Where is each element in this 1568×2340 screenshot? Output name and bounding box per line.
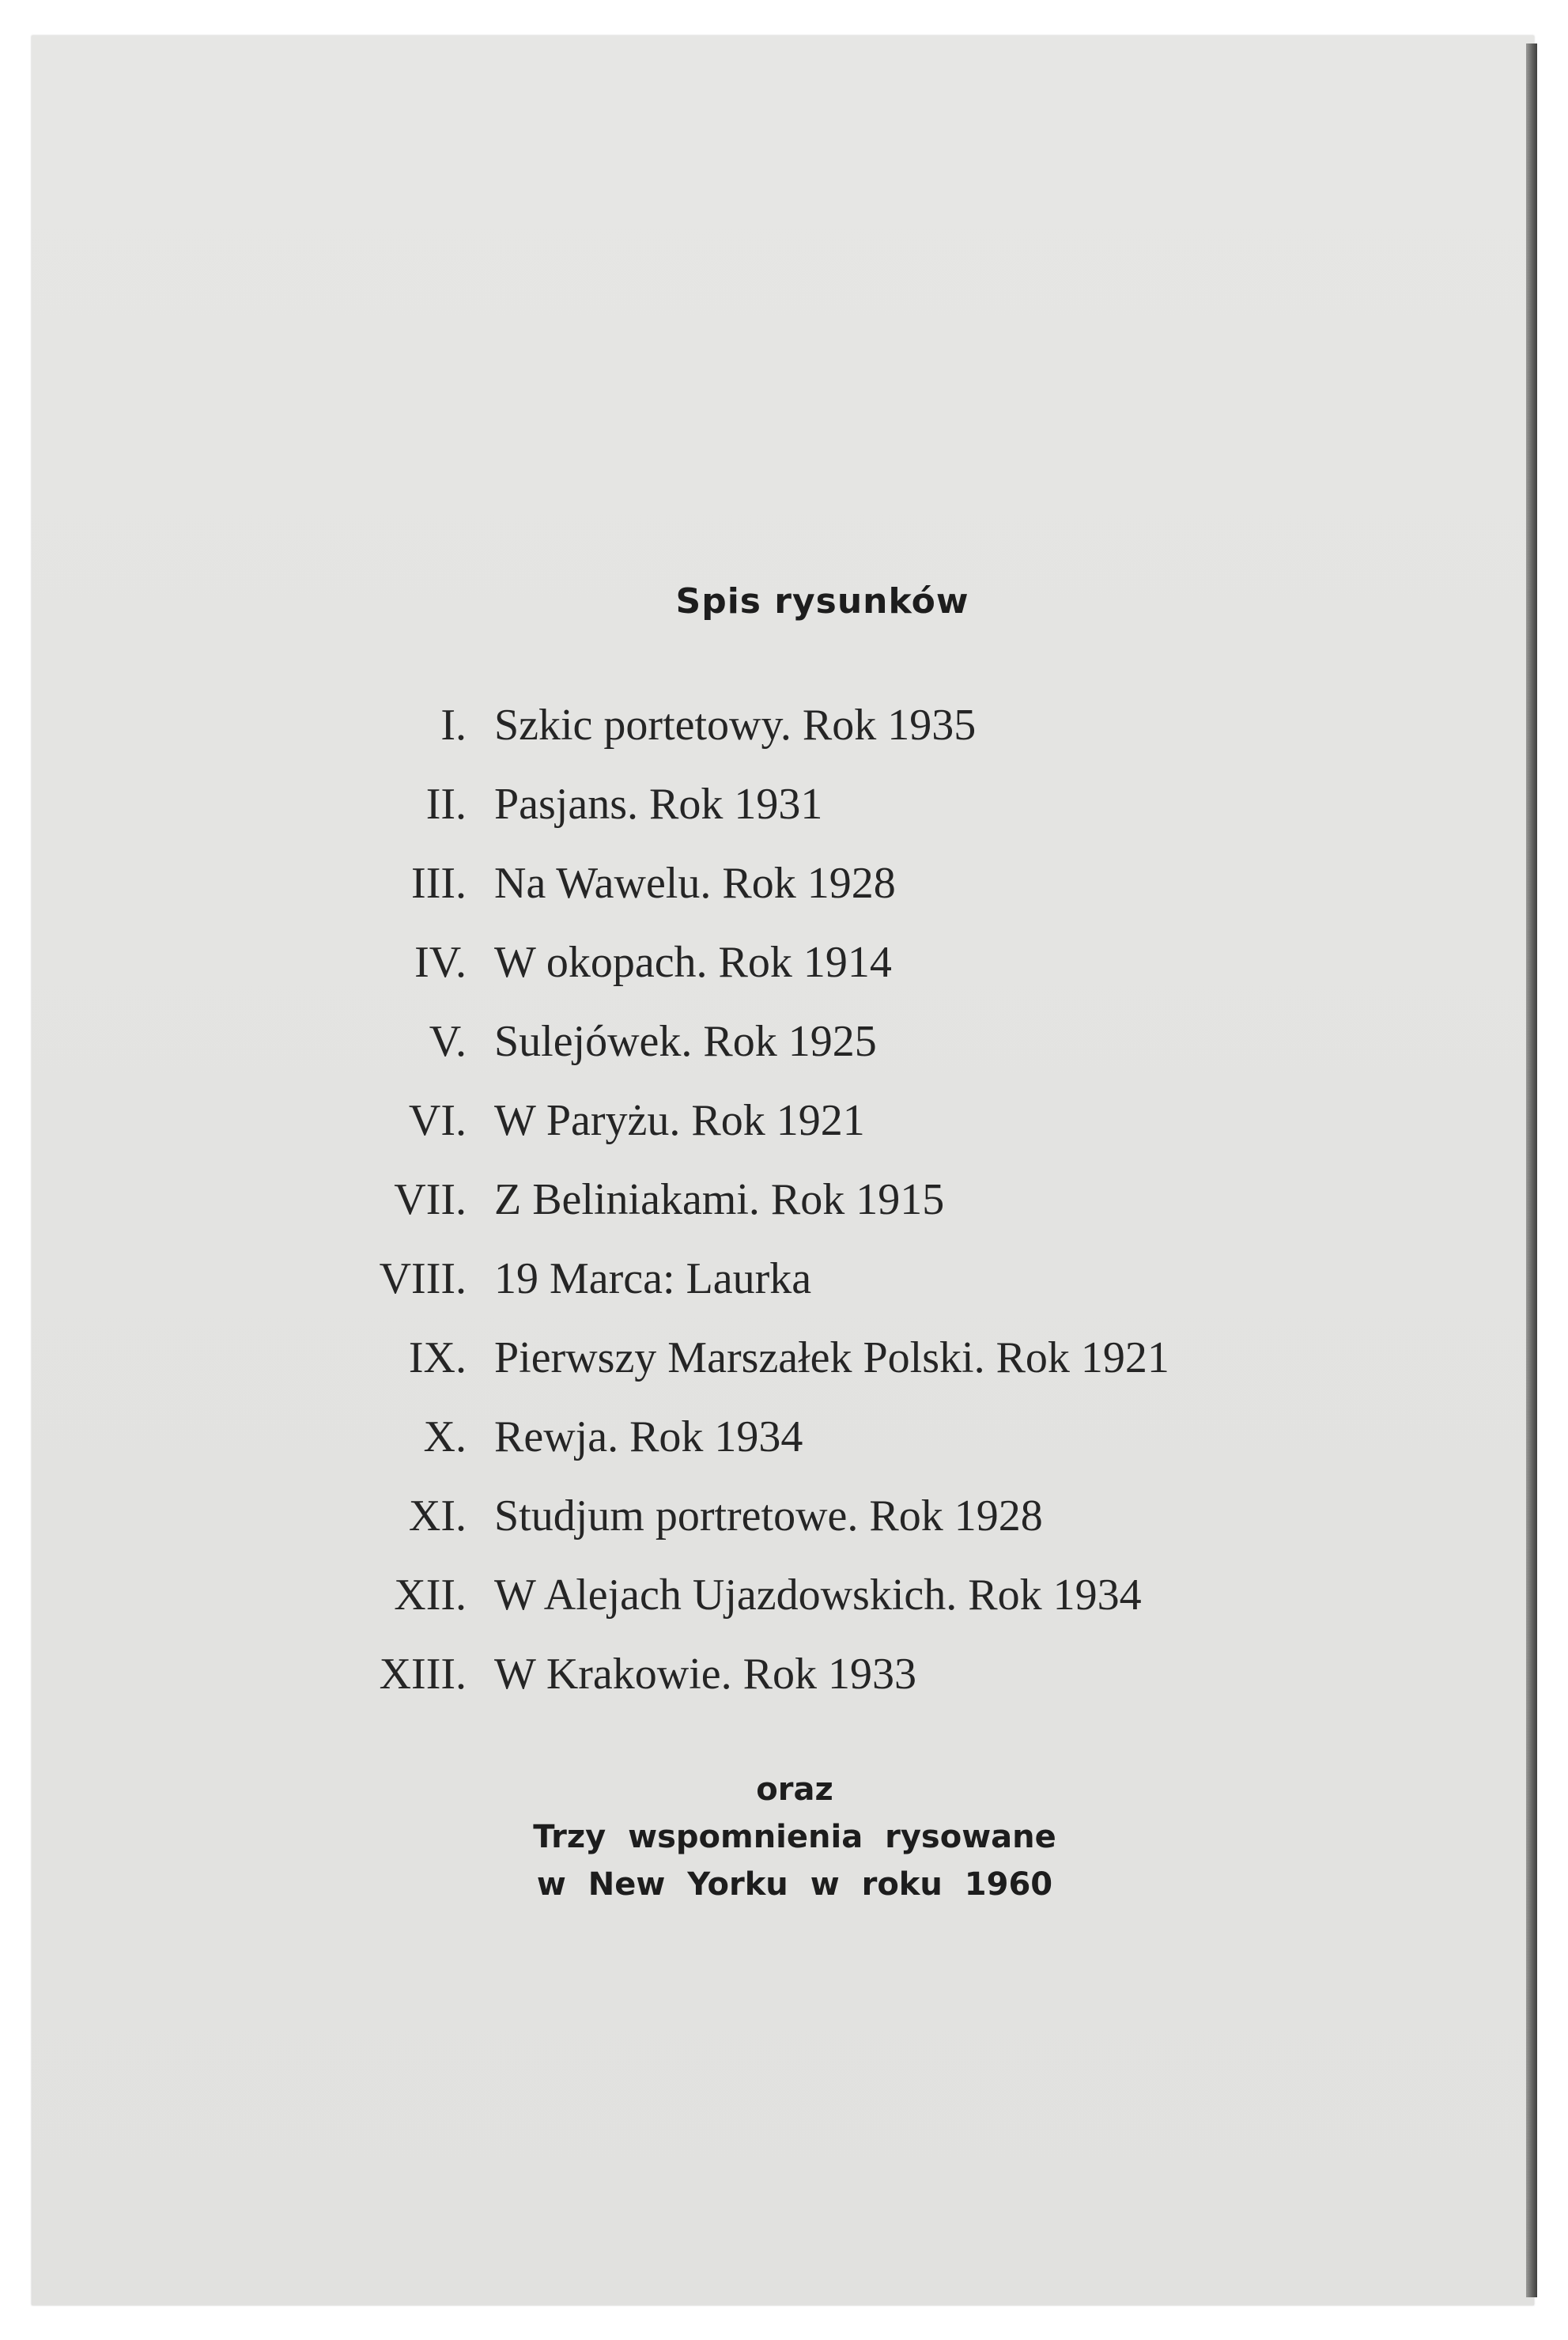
closing-line-2: w New Yorku w roku 1960: [536, 1866, 1053, 1903]
item-numeral: XIII.: [379, 1650, 467, 1699]
book-page: [32, 36, 1534, 2305]
item-label: Pasjans. Rok 1931: [494, 780, 823, 829]
list-item: [32, 1649, 1534, 1728]
item-label: W Alejach Ujazdowskich. Rok 1934: [494, 1571, 1142, 1620]
list-item: [32, 1570, 1534, 1649]
list-item: [32, 1253, 1534, 1333]
item-numeral: VI.: [408, 1096, 467, 1145]
item-numeral: I.: [440, 701, 467, 750]
list-item: [32, 779, 1534, 858]
closing-line-1: Trzy wspomnienia rysowane: [533, 1819, 1056, 1855]
item-label: W okopach. Rok 1914: [494, 938, 892, 987]
item-label: 19 Marca: Laurka: [494, 1254, 812, 1303]
list-item: [32, 858, 1534, 937]
item-label: Szkic portetowy. Rok 1935: [494, 701, 977, 750]
item-numeral: III.: [411, 859, 467, 908]
item-numeral: VII.: [394, 1175, 467, 1224]
item-label: Na Wawelu. Rok 1928: [494, 859, 896, 908]
list-item: [32, 1412, 1534, 1491]
item-label: Studjum portretowe. Rok 1928: [494, 1491, 1043, 1540]
item-label: Z Beliniakami. Rok 1915: [494, 1175, 945, 1224]
list-item: [32, 1491, 1534, 1570]
item-label: Sulejówek. Rok 1925: [494, 1017, 877, 1066]
list-item: [32, 1174, 1534, 1253]
item-numeral: II.: [425, 780, 467, 829]
page-title: Spis rysunków: [675, 581, 969, 622]
item-numeral: IX.: [408, 1333, 467, 1382]
item-numeral: IV.: [414, 938, 467, 987]
item-numeral: X.: [423, 1412, 467, 1461]
item-numeral: XII.: [394, 1571, 467, 1620]
list-item: [32, 700, 1534, 779]
list-item: [32, 937, 1534, 1016]
item-numeral: V.: [429, 1017, 467, 1066]
list-item: [32, 1095, 1534, 1174]
item-numeral: XI.: [408, 1491, 467, 1540]
list-item: [32, 1333, 1534, 1412]
item-label: Rewja. Rok 1934: [494, 1412, 803, 1461]
item-numeral: VIII.: [379, 1254, 467, 1303]
list-item: [32, 1016, 1534, 1095]
closing-conjunction: oraz: [756, 1771, 833, 1808]
item-label: W Paryżu. Rok 1921: [494, 1096, 865, 1145]
page-edge-shadow: [1526, 43, 1537, 2297]
item-label: Pierwszy Marszałek Polski. Rok 1921: [494, 1333, 1169, 1382]
item-label: W Krakowie. Rok 1933: [494, 1650, 916, 1699]
